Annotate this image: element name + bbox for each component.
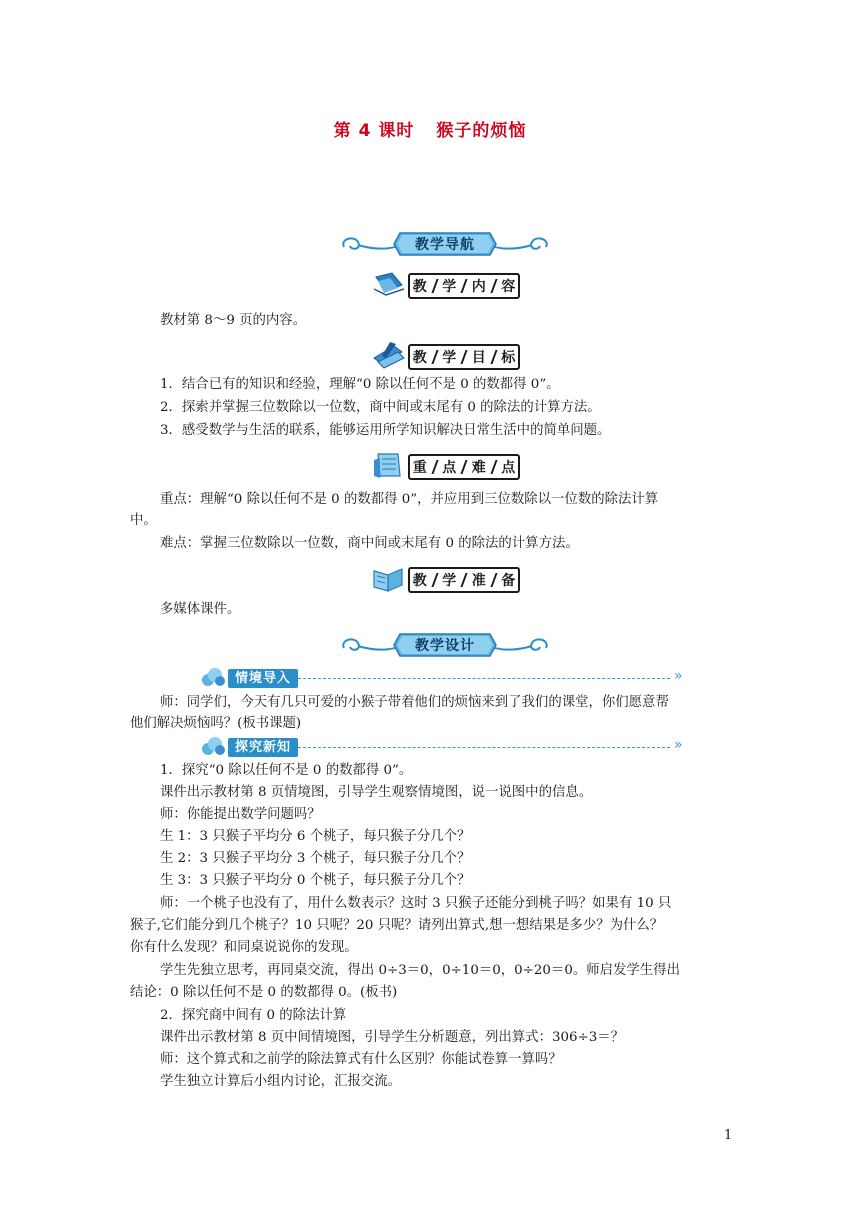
explore-line: 生 1：3 只猴子平均分 6 个桃子，每只猴子分几个？	[160, 829, 471, 844]
section-label-box	[408, 273, 520, 299]
label-char: 点	[442, 460, 457, 476]
section-teaching-content	[372, 269, 522, 299]
label-char: 教	[412, 279, 427, 295]
key-focus-text-cont: 中。	[130, 513, 157, 528]
label-char: 目	[471, 350, 486, 366]
explore-line: 学生独立计算后小组内讨论，汇报交流。	[160, 1074, 402, 1089]
explore-line: 你有什么发现？和同桌说说你的发现。	[130, 940, 358, 955]
explore-line: 猴子,它们能分到几个桃子？10 只呢？20 只呢？请列出算式,想一想结果是多少？为什么？	[130, 918, 664, 933]
section-key-points	[372, 450, 522, 480]
double-chevron-icon: »	[674, 668, 681, 684]
lesson-number: 第 4 课时	[333, 121, 415, 141]
banner-teaching-design	[338, 630, 552, 660]
banner-title: 教学设计	[415, 638, 475, 654]
prep-text: 多媒体课件。	[160, 602, 241, 617]
explore-line: 师：一个桃子也没有了，用什么数表示？这时 3 只猴子还能分到桃子吗？如果有 10 只	[160, 896, 672, 911]
label-char: 难	[471, 460, 486, 476]
goal-item: 1．结合已有的知识和经验，理解“0 除以任何不是 0 的数都得 0”。	[160, 377, 560, 392]
double-chevron-icon: »	[674, 737, 681, 753]
intro-paragraph: 师：同学们，今天有几只可爱的小猴子带着他们的烦恼来到了我们的课堂，你们愿意帮	[160, 695, 669, 710]
section-label-box	[408, 344, 520, 370]
explore-line: 1．探究“0 除以任何不是 0 的数都得 0”。	[160, 763, 413, 778]
label-char: 学	[442, 573, 457, 589]
label-char: 重	[412, 460, 427, 476]
banner-teaching-guide	[338, 229, 552, 259]
explore-line: 课件出示教材第 8 页中间情境图，引导学生分析题意，列出算式：306÷3＝？	[160, 1030, 625, 1045]
section-teaching-prep	[372, 563, 522, 593]
label-char: 学	[442, 350, 457, 366]
lesson-name: 猴子的烦恼	[436, 121, 527, 141]
tag-explore-new	[200, 735, 700, 759]
label-char: 备	[501, 573, 516, 589]
section-label-box	[408, 567, 520, 593]
section-teaching-goals	[372, 340, 522, 370]
explore-line: 师：你能提出数学问题吗？	[160, 807, 321, 822]
dashed-divider	[298, 678, 670, 679]
pencil-books-icon	[372, 340, 406, 370]
section-label-box	[408, 454, 520, 480]
cloud-icon	[200, 735, 226, 759]
explore-line: 师：这个算式和之前学的除法算式有什么区别？你能试卷算一算吗？	[160, 1052, 562, 1067]
goal-item: 3．感受数学与生活的联系，能够运用所学知识解决日常生活中的简单问题。	[160, 423, 611, 438]
explore-line: 2．探究商中间有 0 的除法计算	[160, 1008, 347, 1023]
label-char: 准	[471, 573, 486, 589]
goal-item: 2．探索并掌握三位数除以一位数，商中间或末尾有 0 的除法的计算方法。	[160, 400, 601, 415]
label-char: 标	[501, 350, 516, 366]
book-icon	[372, 269, 406, 299]
dashed-divider	[298, 747, 670, 748]
intro-paragraph: 他们解决烦恼吗？(板书课题)	[130, 716, 302, 731]
cloud-icon	[200, 666, 226, 690]
tag-label: 探究新知	[228, 738, 298, 757]
label-char: 教	[412, 350, 427, 366]
explore-line: 结论：0 除以任何不是 0 的数都得 0。(板书)	[130, 985, 398, 1000]
banner-title: 教学导航	[415, 237, 475, 253]
label-char: 教	[412, 573, 427, 589]
open-book-icon	[372, 563, 406, 593]
lesson-title	[0, 116, 860, 141]
notebook-icon	[372, 450, 406, 480]
tag-scenario-intro	[200, 666, 700, 690]
page-number: 1	[724, 1128, 733, 1143]
explore-line: 学生先独立思考，再同桌交流，得出 0÷3＝0，0÷10＝0，0÷20＝0。师启发学生得出	[160, 963, 680, 978]
label-char: 容	[501, 279, 516, 295]
tag-label: 情境导入	[228, 669, 298, 688]
label-char: 点	[501, 460, 516, 476]
explore-line: 生 3：3 只猴子平均分 0 个桃子，每只猴子分几个？	[160, 873, 471, 888]
key-focus-text: 重点：理解“0 除以任何不是 0 的数都得 0”，并应用到三位数除以一位数的除法计算	[160, 492, 659, 507]
key-difficulty-text: 难点：掌握三位数除以一位数，商中间或末尾有 0 的除法的计算方法。	[160, 536, 579, 551]
label-char: 学	[442, 279, 457, 295]
explore-line: 课件出示教材第 8 页情境图，引导学生观察情境图，说一说图中的信息。	[160, 785, 593, 800]
label-char: 内	[471, 279, 486, 295]
explore-line: 生 2：3 只猴子平均分 3 个桃子，每只猴子分几个？	[160, 851, 471, 866]
content-text: 教材第 8～9 页的内容。	[160, 313, 307, 328]
